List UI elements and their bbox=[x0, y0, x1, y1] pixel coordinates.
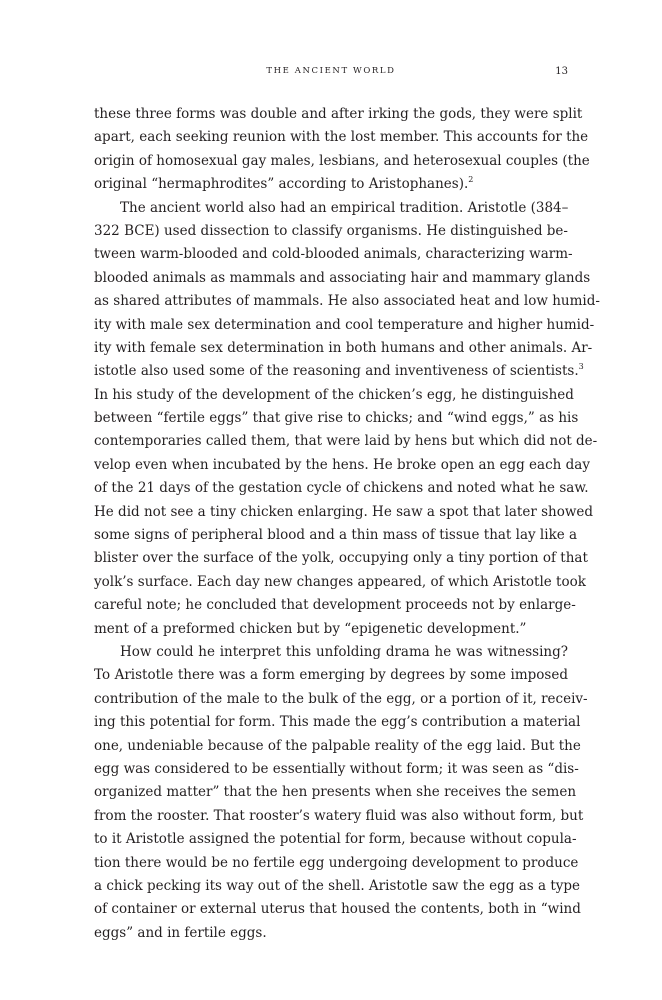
running-title: THE ANCIENT WORLD bbox=[266, 66, 396, 76]
body-text bbox=[94, 103, 600, 945]
footnote-ref-3[interactable]: 3 bbox=[578, 362, 584, 372]
text-line: tion there would be no fertile egg undergoing development to produce bbox=[94, 854, 579, 871]
text-line: ity with female sex determination in both humans and other animals. Ar- bbox=[94, 339, 593, 356]
text-line: velop even when incubated by the hens. He broke open an egg each day bbox=[94, 456, 590, 473]
text-line: of the 21 days of the gestation cycle of chickens and noted what he saw. bbox=[94, 480, 589, 497]
text-line: as shared attributes of mammals. He also associated heat and low humid- bbox=[94, 293, 600, 310]
text-line: The ancient world also had an empirical tradition. Aristotle (384– bbox=[120, 199, 569, 216]
text-line: apart, each seeking reunion with the lost member. This accounts for the bbox=[94, 129, 589, 146]
text-line: from the rooster. That rooster’s watery fluid was also without form, but bbox=[94, 807, 584, 824]
text-line: a chick pecking its way out of the shell. Aristotle saw the egg as a type bbox=[94, 877, 581, 894]
text-line: some signs of peripheral blood and a thin mass of tissue that lay like a bbox=[94, 527, 578, 544]
paragraph-2 bbox=[94, 197, 600, 641]
text-line: ity with male sex determination and cool temperature and higher humid- bbox=[94, 316, 595, 333]
text-line: To Aristotle there was a form emerging by degrees by some imposed bbox=[94, 667, 568, 684]
text-line: yolk’s surface. Each day new changes appeared, of which Aristotle took bbox=[94, 573, 586, 590]
text-line: egg was considered to be essentially without form; it was seen as “dis- bbox=[94, 760, 579, 777]
running-head bbox=[94, 66, 568, 82]
text-line: eggs” and in fertile eggs. bbox=[94, 924, 267, 941]
footnote-ref-2[interactable]: 2 bbox=[468, 175, 474, 185]
text-line: blister over the surface of the yolk, occupying only a tiny portion of that bbox=[94, 550, 588, 567]
text-line: between “fertile eggs” that give rise to chicks; and “wind eggs,” as his bbox=[94, 410, 579, 427]
page-number: 13 bbox=[555, 66, 568, 77]
text-line: contribution of the male to the bulk of the egg, or a portion of it, receiv- bbox=[94, 690, 588, 707]
text-line: origin of homosexual gay males, lesbians, and heterosexual couples (the bbox=[94, 152, 590, 169]
text-line bbox=[94, 360, 584, 383]
text-line-content: original “hermaphrodites” according to Aristophanes). bbox=[94, 176, 469, 193]
text-line: ment of a preformed chicken but by “epigenetic development.” bbox=[94, 620, 527, 637]
text-line bbox=[94, 173, 568, 196]
text-line: organized matter” that the hen presents when she receives the semen bbox=[94, 784, 577, 801]
text-line: to it Aristotle assigned the potential for form, because without copula- bbox=[94, 831, 577, 848]
text-line: careful note; he concluded that development proceeds not by enlarge- bbox=[94, 597, 576, 614]
text-line: contemporaries called them, that were laid by hens but which did not de- bbox=[94, 433, 598, 450]
text-line: How could he interpret this unfolding drama he was witnessing? bbox=[120, 643, 568, 660]
text-line: He did not see a tiny chicken enlarging. He saw a spot that later showed bbox=[94, 503, 594, 520]
text-line: In his study of the development of the chicken’s egg, he distinguished bbox=[94, 386, 574, 403]
text-line: of container or external uterus that housed the contents, both in “wind bbox=[94, 901, 581, 918]
text-line: blooded animals as mammals and associating hair and mammary glands bbox=[94, 269, 591, 286]
text-line: tween warm-blooded and cold-blooded animals, characterizing warm- bbox=[94, 246, 573, 263]
text-line-content: istotle also used some of the reasoning and inventiveness of scientists. bbox=[94, 363, 579, 380]
text-line: these three forms was double and after irking the gods, they were split bbox=[94, 106, 583, 122]
text-line: 322 BCE) used dissection to classify organisms. He distinguished be- bbox=[94, 222, 568, 239]
paragraph-1 bbox=[94, 103, 590, 197]
paragraph-3 bbox=[94, 641, 588, 945]
text-line: ing this potential for form. This made the egg’s contribution a material bbox=[94, 714, 581, 731]
text-line: one, undeniable because of the palpable reality of the egg laid. But the bbox=[94, 737, 581, 754]
